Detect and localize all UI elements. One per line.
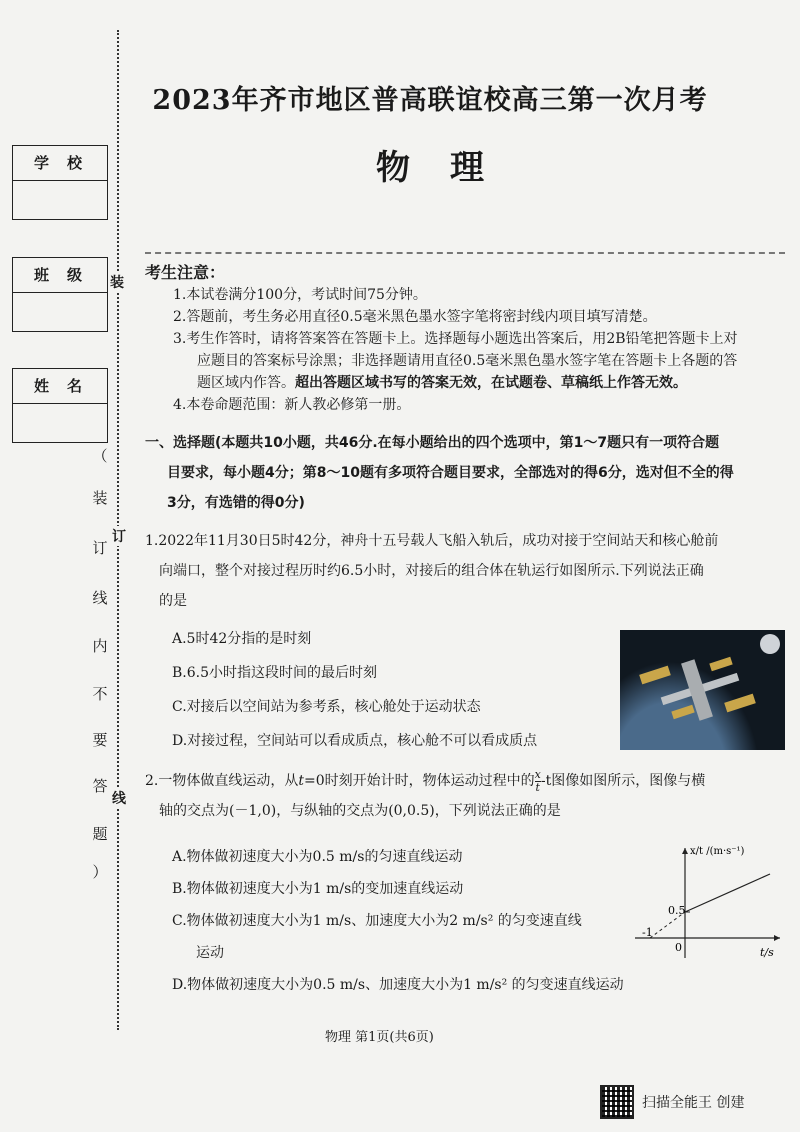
y-axis-arrow	[682, 848, 688, 854]
section-1-line2: 目要求，每小题4分；第8～10题有多项符合题目要求，全部选对的得6分，选对但不全的得	[167, 465, 734, 481]
watermark-text: 扫描全能王 创建	[642, 1095, 745, 1111]
note-item-3: 3.考生作答时，请将答案答在答题卡上。选择题每小题选出答案后，用2B铅笔把答题卡上对	[173, 331, 738, 347]
notes-separator	[145, 252, 785, 254]
q1-option-a[interactable]: A.5时42分指的是时刻	[172, 631, 312, 647]
tick-y-label: 0.5	[668, 904, 686, 917]
school-label: 学校	[13, 146, 107, 181]
name-blank[interactable]	[13, 404, 107, 442]
subject-title: 物理	[376, 148, 524, 188]
q2-option-b[interactable]: B.物体做初速度大小为1 m/s的变加速直线运动	[172, 881, 464, 897]
binding-mark-zhuang: 装	[110, 272, 124, 292]
section-1-line3: 3分，有选错的得0分)	[167, 495, 305, 511]
xt-t-graph	[630, 840, 790, 965]
q1-option-b[interactable]: B.6.5小时指这段时间的最后时刻	[172, 665, 378, 681]
question-2	[145, 766, 795, 826]
graph-solid-line	[685, 874, 770, 912]
space-station-illustration	[620, 630, 785, 750]
q1-option-d[interactable]: D.对接过程，空间站可以看成质点，核心舱不可以看成质点	[172, 733, 538, 749]
vertical-notice-2: 订	[92, 539, 108, 557]
x-axis-label: t/s	[760, 946, 774, 959]
binding-mark-ding: 订	[112, 526, 126, 546]
name-label: 姓名	[13, 369, 107, 404]
q2-option-d[interactable]: D.物体做初速度大小为0.5 m/s、加速度大小为1 m/s² 的匀变速直线运动	[172, 977, 624, 993]
vertical-notice-9: ）	[92, 863, 108, 881]
q1-line1: 1.2022年11月30日5时42分，神舟十五号载人飞船入轨后，成功对接于空间站天和核心舱前	[145, 533, 719, 549]
vertical-notice-8: 题	[92, 825, 108, 843]
vertical-notice-4: 内	[92, 637, 108, 655]
q2-line1-a: 2.一物体做直线运动，从	[145, 773, 299, 789]
school-field[interactable]	[12, 145, 108, 220]
page-footer: 物理 第1页(共6页)	[325, 1030, 434, 1045]
vertical-notice-7: 答	[92, 777, 108, 795]
binding-mark-xian: 线	[112, 788, 126, 808]
exam-notes	[145, 262, 785, 416]
tick-x-neg-label: -1	[642, 926, 653, 939]
q1-option-c[interactable]: C.对接后以空间站为参考系，核心舱处于运动状态	[172, 699, 481, 715]
class-blank[interactable]	[13, 293, 107, 331]
notes-heading: 考生注意：	[145, 263, 226, 282]
q2-line1-c: -t图像如图所示，图像与横	[540, 773, 706, 789]
exam-title: 2023年齐市地区普高联谊校高三第一次月考	[152, 85, 708, 116]
q1-line3: 的是	[159, 593, 187, 609]
graph-svg	[630, 840, 790, 965]
vertical-notice-0: （	[92, 447, 108, 465]
q2-option-c-cont: 运动	[196, 945, 224, 961]
vertical-notice-1: 装	[92, 489, 108, 507]
qr-code-icon	[600, 1085, 634, 1119]
q1-line2: 向端口，整个对接过程历时约6.5小时，对接后的组合体在轨运行如图所示.下列说法正确	[159, 563, 704, 579]
note-item-2: 2.答题前，考生务必用直径0.5毫米黑色墨水签字笔将密封线内项目填写清楚。	[173, 309, 657, 325]
note-item-3-cont1: 应题目的答案标号涂黑；非选择题请用直径0.5毫米黑色墨水签字笔在答题卡上各题的答	[197, 353, 738, 369]
q2-line2: 轴的交点为(－1,0)，与纵轴的交点为(0,0.5)，下列说法正确的是	[159, 803, 561, 819]
note-item-3-cont2-text: 题区域内作答。	[197, 375, 295, 391]
q2-frac-den: t	[535, 780, 540, 794]
q2-line1-t: t	[298, 773, 304, 789]
y-axis-label: x/t /(m·s⁻¹)	[690, 846, 745, 857]
q2-option-c[interactable]: C.物体做初速度大小为1 m/s、加速度大小为2 m/s² 的匀变速直线	[172, 913, 582, 929]
moon-icon	[760, 634, 780, 654]
q2-line1	[145, 766, 795, 796]
section-1-header	[145, 428, 795, 518]
vertical-notice-5: 不	[92, 685, 108, 703]
section-1-line1: 一、选择题(本题共10小题，共46分.在每小题给出的四个选项中，第1～7题只有一项符合题	[145, 435, 720, 451]
question-1	[145, 526, 795, 616]
note-item-3-bold: 超出答题区域书写的答案无效，在试题卷、草稿纸上作答无效。	[295, 375, 687, 391]
x-axis-arrow	[774, 935, 780, 941]
scanner-watermark	[600, 1085, 744, 1119]
vertical-notice-3: 线	[92, 589, 108, 607]
q2-line1-b: =0时刻开始计时，物体运动过程中的	[304, 773, 535, 789]
name-field[interactable]	[12, 368, 108, 443]
origin-label: 0	[675, 941, 682, 954]
space-station-photo	[620, 630, 785, 750]
q2-frac-num: x	[534, 767, 541, 781]
school-blank[interactable]	[13, 181, 107, 219]
q2-option-a[interactable]: A.物体做初速度大小为0.5 m/s的匀速直线运动	[172, 849, 463, 865]
class-field[interactable]	[12, 257, 108, 332]
note-item-1: 1.本试卷满分100分，考试时间75分钟。	[173, 287, 427, 303]
note-item-4: 4.本卷命题范围：新人教必修第一册。	[173, 397, 411, 413]
class-label: 班级	[13, 258, 107, 293]
note-item-3-cont2	[145, 372, 785, 394]
vertical-notice-6: 要	[92, 731, 108, 749]
